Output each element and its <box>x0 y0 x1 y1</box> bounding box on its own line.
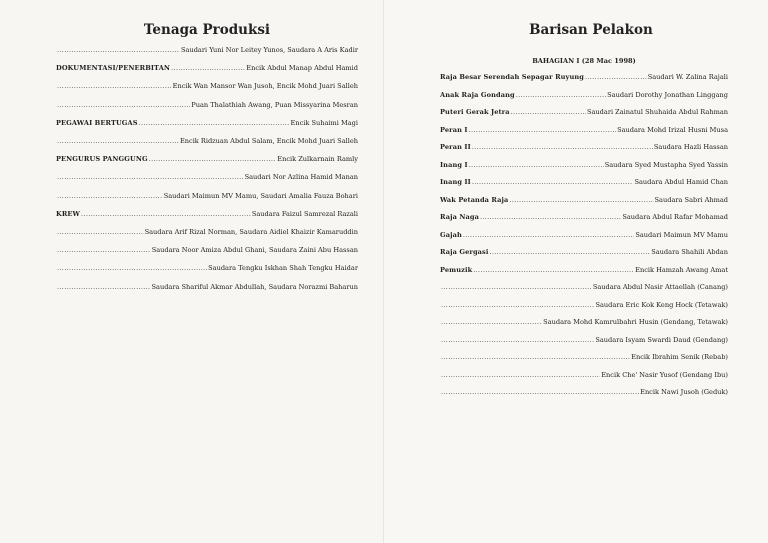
person-name: Saudari W. Zalina Rajali <box>647 73 728 81</box>
credit-row <box>56 246 358 255</box>
leader-dots <box>57 264 207 273</box>
credit-row <box>440 283 728 292</box>
credit-row <box>56 82 358 91</box>
credit-row <box>440 371 728 380</box>
credit-row <box>56 155 358 164</box>
person-name: Saudara Eric Kok Keng Hock (Tetawak) <box>595 300 728 309</box>
role-label: Raja Gergasi <box>440 248 489 256</box>
role-label: Inang II <box>440 178 471 186</box>
person-name: Saudara Hazli Hassan <box>653 143 728 151</box>
role-label: Wak Petanda Raja <box>440 195 509 204</box>
credit-row <box>440 178 728 187</box>
credit-row <box>56 192 358 201</box>
credit-row <box>440 266 728 275</box>
page-title: Barisan Pelakon <box>529 22 653 38</box>
role-label: PENGURUS PANGGUNG <box>56 155 148 164</box>
role-label: PEGAWAI BERTUGAS <box>56 118 138 127</box>
leader-dots <box>469 126 616 135</box>
role-label: Gajah <box>440 230 462 239</box>
leader-dots <box>480 213 621 222</box>
page-title: Tenaga Produksi <box>143 22 271 38</box>
leader-dots <box>57 173 244 182</box>
person-name: Saudara Mohd Irizal Husni Musa <box>617 125 728 134</box>
leader-dots <box>81 210 251 219</box>
role-label: Pemuzik <box>440 265 473 274</box>
role-label: Peran I <box>440 125 468 134</box>
person-name: Saudari Maimun MV Mamu, Saudari Amalia Fauza Bohari <box>163 191 358 200</box>
credit-row <box>56 46 358 55</box>
leader-dots <box>509 196 653 205</box>
person-name: Saudara Noor Amiza Abdul Ghani, Saudara Zaini Abu Hassan <box>151 246 358 255</box>
leader-dots <box>585 73 647 82</box>
credit-row <box>56 283 358 292</box>
person-name: Saudara Abdul Hamid Chan <box>634 178 728 186</box>
role-label: Raja Besar Serendah Sepagar Ruyung <box>440 73 584 81</box>
role-label: KREW <box>56 209 81 218</box>
leader-dots <box>441 388 639 397</box>
person-name: Encik Ibrahim Senik (Rebab) <box>631 353 728 361</box>
leader-dots <box>139 119 290 128</box>
leader-dots <box>57 82 172 91</box>
credit-row <box>440 91 728 100</box>
person-name: Saudara Faizul Samrezal Razali <box>251 209 358 218</box>
person-name: Saudara Shahili Abdan <box>651 248 728 256</box>
leader-dots <box>57 137 179 146</box>
leader-dots <box>57 283 151 292</box>
credit-row <box>440 73 728 82</box>
leader-dots <box>469 161 604 170</box>
leader-dots <box>441 301 594 310</box>
credit-row <box>440 143 728 152</box>
credit-row <box>56 173 358 182</box>
leader-dots <box>463 231 635 240</box>
person-name: Saudara Shariful Akmar Abdullah, Saudara Norazmi Baharun <box>151 282 358 291</box>
leader-dots <box>441 283 592 292</box>
person-name: Saudari Zainatul Shuhaida Abdul Rahman <box>586 108 728 116</box>
role-label: Inang I <box>440 160 468 169</box>
person-name: Encik Wan Mansor Wan Jusoh, Encik Mohd Juari Salleh <box>172 82 358 91</box>
credit-row <box>440 213 728 222</box>
person-name: Puan Thalathiah Awang, Puan Missyarina Mesran <box>191 100 358 109</box>
credit-row <box>440 196 728 205</box>
leader-dots <box>472 143 653 152</box>
person-name: Encik Che' Nasir Yusof (Gendang Ibu) <box>601 370 728 379</box>
leader-dots <box>489 248 650 257</box>
person-name: Saudara Tengku Iskhan Shah Tengku Haidar <box>208 264 358 273</box>
credit-row <box>56 137 358 146</box>
person-name: Saudari Nor Azlina Hamid Manan <box>244 173 358 182</box>
person-name: Saudari Yuni Nor Leitey Yunos, Saudara A Aris Kadir <box>181 46 358 54</box>
person-name: Encik Zulkarnain Ramly <box>277 155 358 164</box>
leader-dots <box>149 155 277 164</box>
person-name: Saudara Syed Mustapha Syed Yassin <box>604 160 728 169</box>
credit-row <box>56 228 358 237</box>
credit-row <box>56 210 358 219</box>
credit-row <box>440 301 728 310</box>
leader-dots <box>441 336 594 345</box>
person-name: Encik Abdul Manap Abdul Hamid <box>246 64 358 73</box>
leader-dots <box>441 353 630 362</box>
credit-row <box>440 336 728 345</box>
leader-dots <box>57 192 163 201</box>
leader-dots <box>57 228 144 237</box>
credit-row <box>56 101 358 110</box>
role-label: Puteri Gerak Jetra <box>440 108 510 116</box>
person-name: Encik Ridzuan Abdul Salam, Encik Mohd Juari Salleh <box>179 137 358 145</box>
person-name: Encik Nawi Jusoh (Geduk) <box>640 388 728 396</box>
role-label: Peran II <box>440 143 471 151</box>
credit-row <box>56 264 358 273</box>
section-heading: BAHAGIAN I (28 Mac 1998) <box>532 57 636 65</box>
person-name: Saudara Isyam Swardi Daud (Gendang) <box>595 335 728 344</box>
leader-dots <box>57 101 190 110</box>
person-name: Saudari Maimun MV Mamu <box>635 230 728 239</box>
credit-row <box>56 64 358 73</box>
credit-row <box>440 388 728 397</box>
leader-dots <box>57 46 180 55</box>
person-name: Saudara Abdul Rafar Mohamad <box>622 213 728 221</box>
role-label: DOKUMENTASI/PENERBITAN <box>56 64 171 73</box>
leader-dots <box>472 178 634 187</box>
credit-row <box>440 161 728 170</box>
person-name: Encik Hamzah Awang Amat <box>635 265 728 274</box>
person-name: Saudara Sabri Ahmad <box>654 195 728 204</box>
leader-dots <box>511 108 586 117</box>
person-name: Saudara Abdul Nasir Attaellah (Canang) <box>592 283 728 291</box>
leader-dots <box>473 266 634 275</box>
credit-row <box>440 231 728 240</box>
person-name: Saudara Arif Rizal Norman, Saudara Aidiel Khaizir Kamaruddin <box>144 228 358 236</box>
credit-row <box>440 108 728 117</box>
person-name: Saudari Dorothy Jonathan Linggang <box>607 90 728 99</box>
leader-dots <box>441 371 600 380</box>
credit-row <box>56 119 358 128</box>
leader-dots <box>171 64 245 73</box>
credit-row <box>440 353 728 362</box>
credit-row <box>440 126 728 135</box>
credit-row <box>440 318 728 327</box>
leader-dots <box>441 318 542 327</box>
role-label: Anak Raja Gondang <box>440 90 515 99</box>
role-label: Raja Naga <box>440 213 479 221</box>
leader-dots <box>516 91 606 100</box>
leader-dots <box>57 246 151 255</box>
person-name: Encik Suhaimi Magi <box>290 118 358 127</box>
person-name: Saudara Mohd Kamrulbahri Husin (Gendang, Tetawak) <box>543 318 728 326</box>
credit-row <box>440 248 728 257</box>
